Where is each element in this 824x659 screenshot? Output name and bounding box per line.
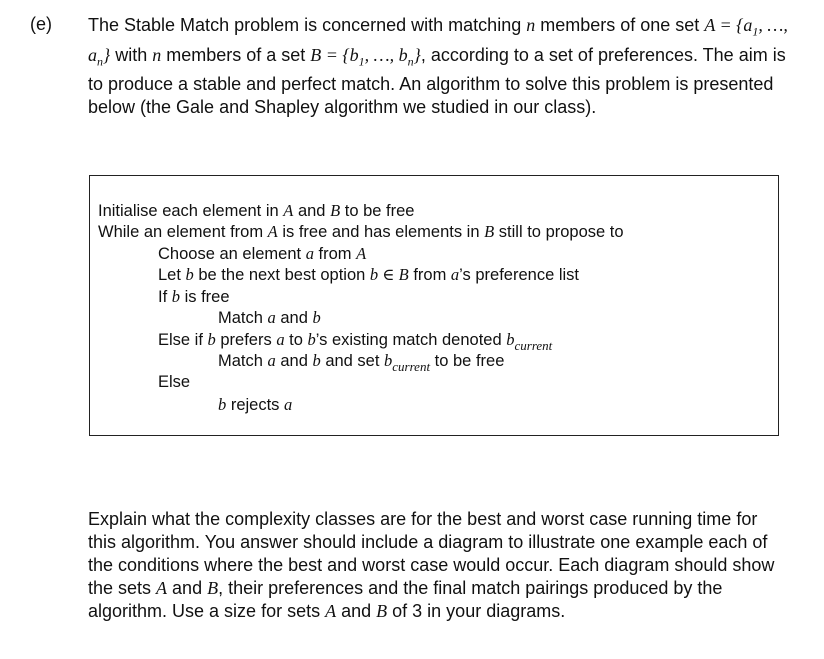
algorithm-line: Choose an element a from A bbox=[158, 244, 367, 263]
algorithm-line: Let b be the next best option b ∈ B from a’s preference list bbox=[158, 265, 579, 284]
intro-paragraph: The Stable Match problem is concerned with matching n members of one set $A = \{a_1$, …, $a_n$} with n members of a set $B = \{b_1$, …, $b_n$}, according to a set of preferences. The aim is to produce a stable and perfect match. An algorithm to solve this problem is presented below (the Gale and Shapley algorithm we studied in our class). bbox=[88, 15, 788, 118]
set-a-definition: $A = \{a_1$, …, $a_n$} bbox=[88, 15, 788, 69]
algorithm-line: Match a and b bbox=[218, 308, 321, 327]
algorithm-box bbox=[89, 175, 779, 436]
algorithm-line: Match a and b and set $b_{current}$ to be free bbox=[218, 351, 505, 374]
algorithm-line: If b is free bbox=[158, 287, 230, 306]
algorithm-line: Else bbox=[158, 373, 191, 391]
algorithm-line: b rejects a bbox=[218, 395, 293, 414]
algorithm-line: Else if b prefers a to b’s existing match denoted $b_{current}$ bbox=[158, 330, 553, 353]
algorithm-line: While an element from A is free and has elements in B still to propose to bbox=[98, 222, 624, 241]
algorithm-line: Initialise each element in A and B to be free bbox=[98, 201, 415, 220]
task-paragraph: Explain what the complexity classes are for the best and worst case running time for this algorithm. You answer should include a diagram to illustrate one example each of the conditions where the best and worst case would occur. Each diagram should show the sets A and B, their preferences and the final match pairings produced by the algorithm. Use a size for sets A and B of 3 in your diagrams. bbox=[88, 509, 775, 621]
set-b-definition: $B = \{b_1$, …, $b_n$} bbox=[310, 44, 421, 69]
question-label: (e) bbox=[30, 14, 52, 34]
